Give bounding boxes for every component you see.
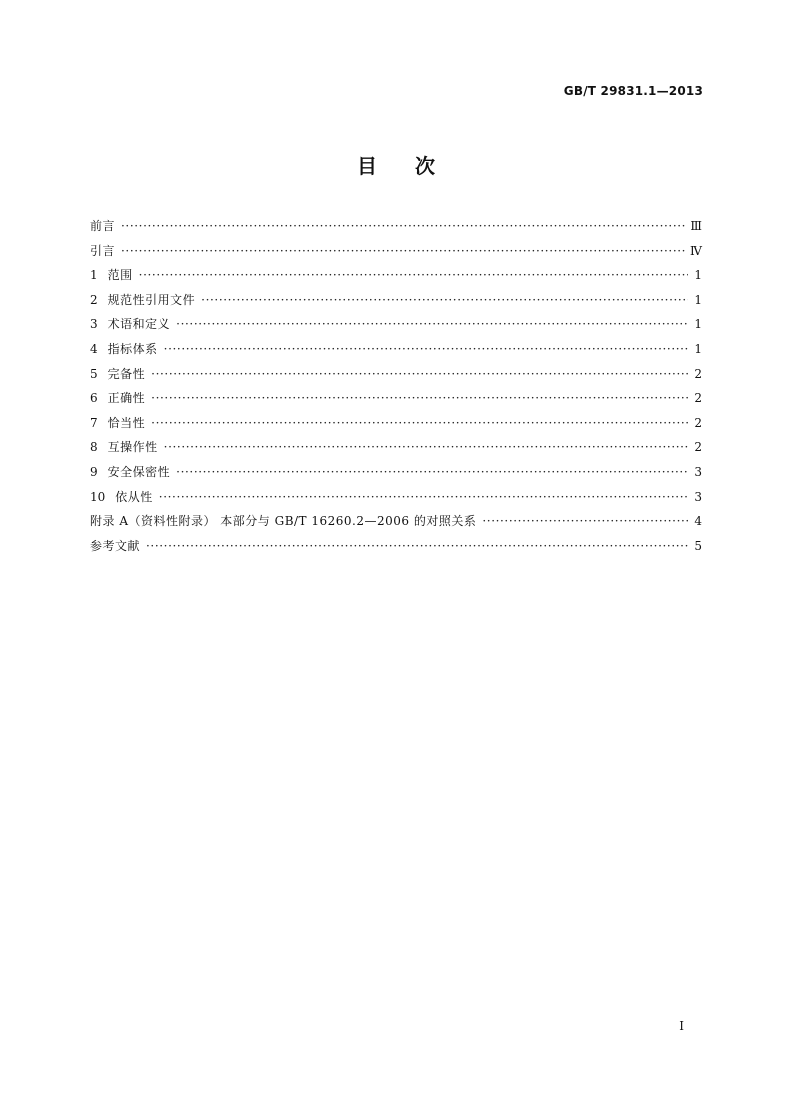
toc-entry-appendix-a[interactable] <box>90 509 702 534</box>
toc-entry-security[interactable] <box>90 460 702 485</box>
toc-page-number: 2 <box>694 440 702 455</box>
toc-leader-dots <box>159 485 688 510</box>
toc-page-number: 1 <box>694 341 702 356</box>
toc-label: 引言 <box>90 243 116 258</box>
toc-page-number: Ⅳ <box>690 243 702 258</box>
toc-leader-dots <box>139 263 688 288</box>
toc-label: 指标体系 <box>107 341 158 356</box>
toc-entry-indicator-system[interactable] <box>90 337 702 362</box>
toc-page-number: 3 <box>694 489 702 504</box>
toc-leader-dots <box>482 509 688 534</box>
standard-code: GB/T 29831.1—2013 <box>563 84 703 98</box>
toc-page-number: 3 <box>694 464 702 479</box>
toc-label: 安全保密性 <box>107 464 171 479</box>
page-title <box>0 150 792 179</box>
toc-entry-interoperability[interactable] <box>90 435 702 460</box>
toc-label: 恰当性 <box>107 415 146 430</box>
toc-section-number: 1 <box>90 268 98 283</box>
toc-leader-dots <box>201 288 688 313</box>
toc-leader-dots <box>146 534 688 559</box>
toc-entry-scope[interactable] <box>90 263 702 288</box>
toc-page-number: 1 <box>694 268 702 283</box>
toc-leader-dots <box>176 312 688 337</box>
toc-leader-dots <box>176 460 688 485</box>
toc-section-number: 3 <box>90 317 98 332</box>
toc-section-number: 8 <box>90 440 98 455</box>
toc-leader-dots <box>151 362 688 387</box>
toc-label: 规范性引用文件 <box>107 292 196 307</box>
toc-page-number: 2 <box>694 415 702 430</box>
toc-label: 术语和定义 <box>107 317 171 332</box>
toc-page-number: 4 <box>694 514 702 529</box>
toc-label: 互操作性 <box>107 440 158 455</box>
table-of-contents <box>90 214 702 558</box>
toc-page-number: 1 <box>694 317 702 332</box>
toc-label: 依从性 <box>115 489 153 504</box>
toc-section-number: 7 <box>90 415 98 430</box>
page-number: I <box>679 1019 684 1033</box>
toc-label: 前言 <box>90 219 116 233</box>
toc-page-number: 2 <box>694 366 702 381</box>
toc-page-number: 2 <box>694 391 702 406</box>
toc-leader-dots <box>121 239 686 264</box>
toc-entry-foreword[interactable] <box>90 214 702 239</box>
toc-section-number: 4 <box>90 341 98 356</box>
title-char-2: 次 <box>415 154 435 178</box>
toc-entry-terms-definitions[interactable] <box>90 312 702 337</box>
toc-label: 正确性 <box>107 391 146 406</box>
toc-label: 范围 <box>107 268 133 283</box>
toc-leader-dots <box>164 435 688 460</box>
toc-page-number: Ⅲ <box>690 219 702 233</box>
toc-entry-appropriateness[interactable] <box>90 411 702 436</box>
toc-entry-introduction[interactable] <box>90 239 702 264</box>
toc-section-number: 9 <box>90 464 98 479</box>
title-char-1: 目 <box>357 154 377 178</box>
toc-entry-compliance[interactable] <box>90 485 702 510</box>
toc-leader-dots <box>164 337 688 362</box>
toc-page-number: 5 <box>694 538 702 553</box>
toc-label: 完备性 <box>107 366 146 381</box>
toc-label: 附录 A（资料性附录） 本部分与 GB/T 16260.2—2006 的对照关系 <box>90 514 477 529</box>
toc-entry-correctness[interactable] <box>90 386 702 411</box>
toc-page-number: 1 <box>694 292 702 307</box>
toc-leader-dots <box>151 386 688 411</box>
toc-section-number: 5 <box>90 366 98 381</box>
toc-entry-bibliography[interactable] <box>90 534 702 559</box>
toc-section-number: 10 <box>90 489 106 504</box>
toc-label: 参考文献 <box>90 538 141 553</box>
toc-section-number: 6 <box>90 391 98 406</box>
toc-section-number: 2 <box>90 292 98 307</box>
toc-entry-completeness[interactable] <box>90 362 702 387</box>
toc-leader-dots <box>121 214 686 239</box>
toc-entry-normative-references[interactable] <box>90 288 702 313</box>
toc-leader-dots <box>151 411 688 436</box>
